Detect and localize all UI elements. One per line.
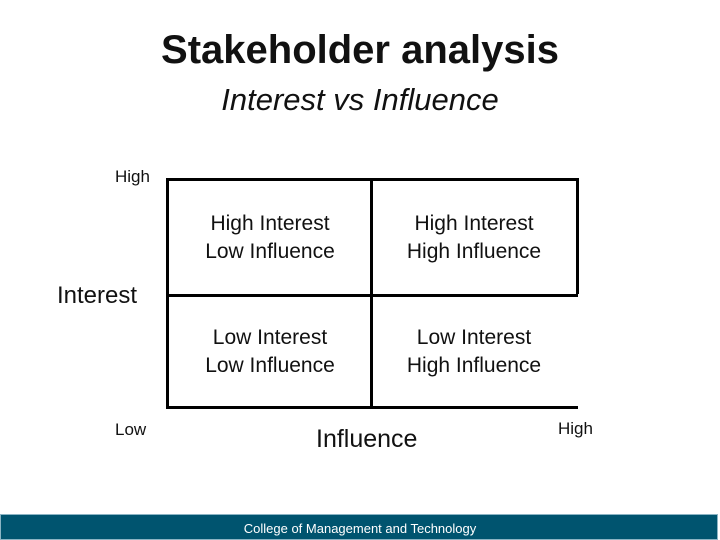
interest-high-label: High — [115, 167, 150, 186]
grid-bottom-axis — [168, 406, 578, 409]
grid-top-line — [168, 178, 578, 181]
quadrant-line: Low Influence — [205, 354, 335, 377]
quadrant-line: High Influence — [406, 354, 542, 377]
grid-middle-line — [168, 294, 578, 297]
grid-right-line — [576, 178, 579, 294]
grid-left-axis — [166, 178, 169, 409]
influence-high-label: High — [558, 419, 593, 438]
quadrant-line: High Interest — [414, 212, 534, 235]
quadrant-line: High Interest — [210, 212, 330, 235]
quadrant-line: High Influence — [406, 240, 542, 263]
quadrant-low-interest-low-influence — [170, 324, 370, 380]
influence-axis-label: Influence — [316, 425, 418, 453]
quadrant-line: Low Interest — [212, 326, 328, 349]
footer-text: College of Management and Technology — [243, 521, 477, 536]
quadrant-low-interest-high-influence — [374, 324, 574, 380]
interest-low-label: Low — [115, 420, 147, 439]
slide-title: Stakeholder analysis — [161, 28, 559, 72]
quadrant-line: Low Influence — [205, 240, 335, 263]
interest-axis-label: Interest — [57, 282, 138, 309]
footer-bar — [0, 514, 718, 540]
grid-center-line — [370, 178, 373, 409]
quadrant-high-interest-high-influence — [374, 210, 574, 266]
quadrant-line: Low Interest — [416, 326, 532, 349]
slide-subtitle: Interest vs Influence — [221, 82, 499, 117]
quadrant-high-interest-low-influence — [170, 210, 370, 266]
